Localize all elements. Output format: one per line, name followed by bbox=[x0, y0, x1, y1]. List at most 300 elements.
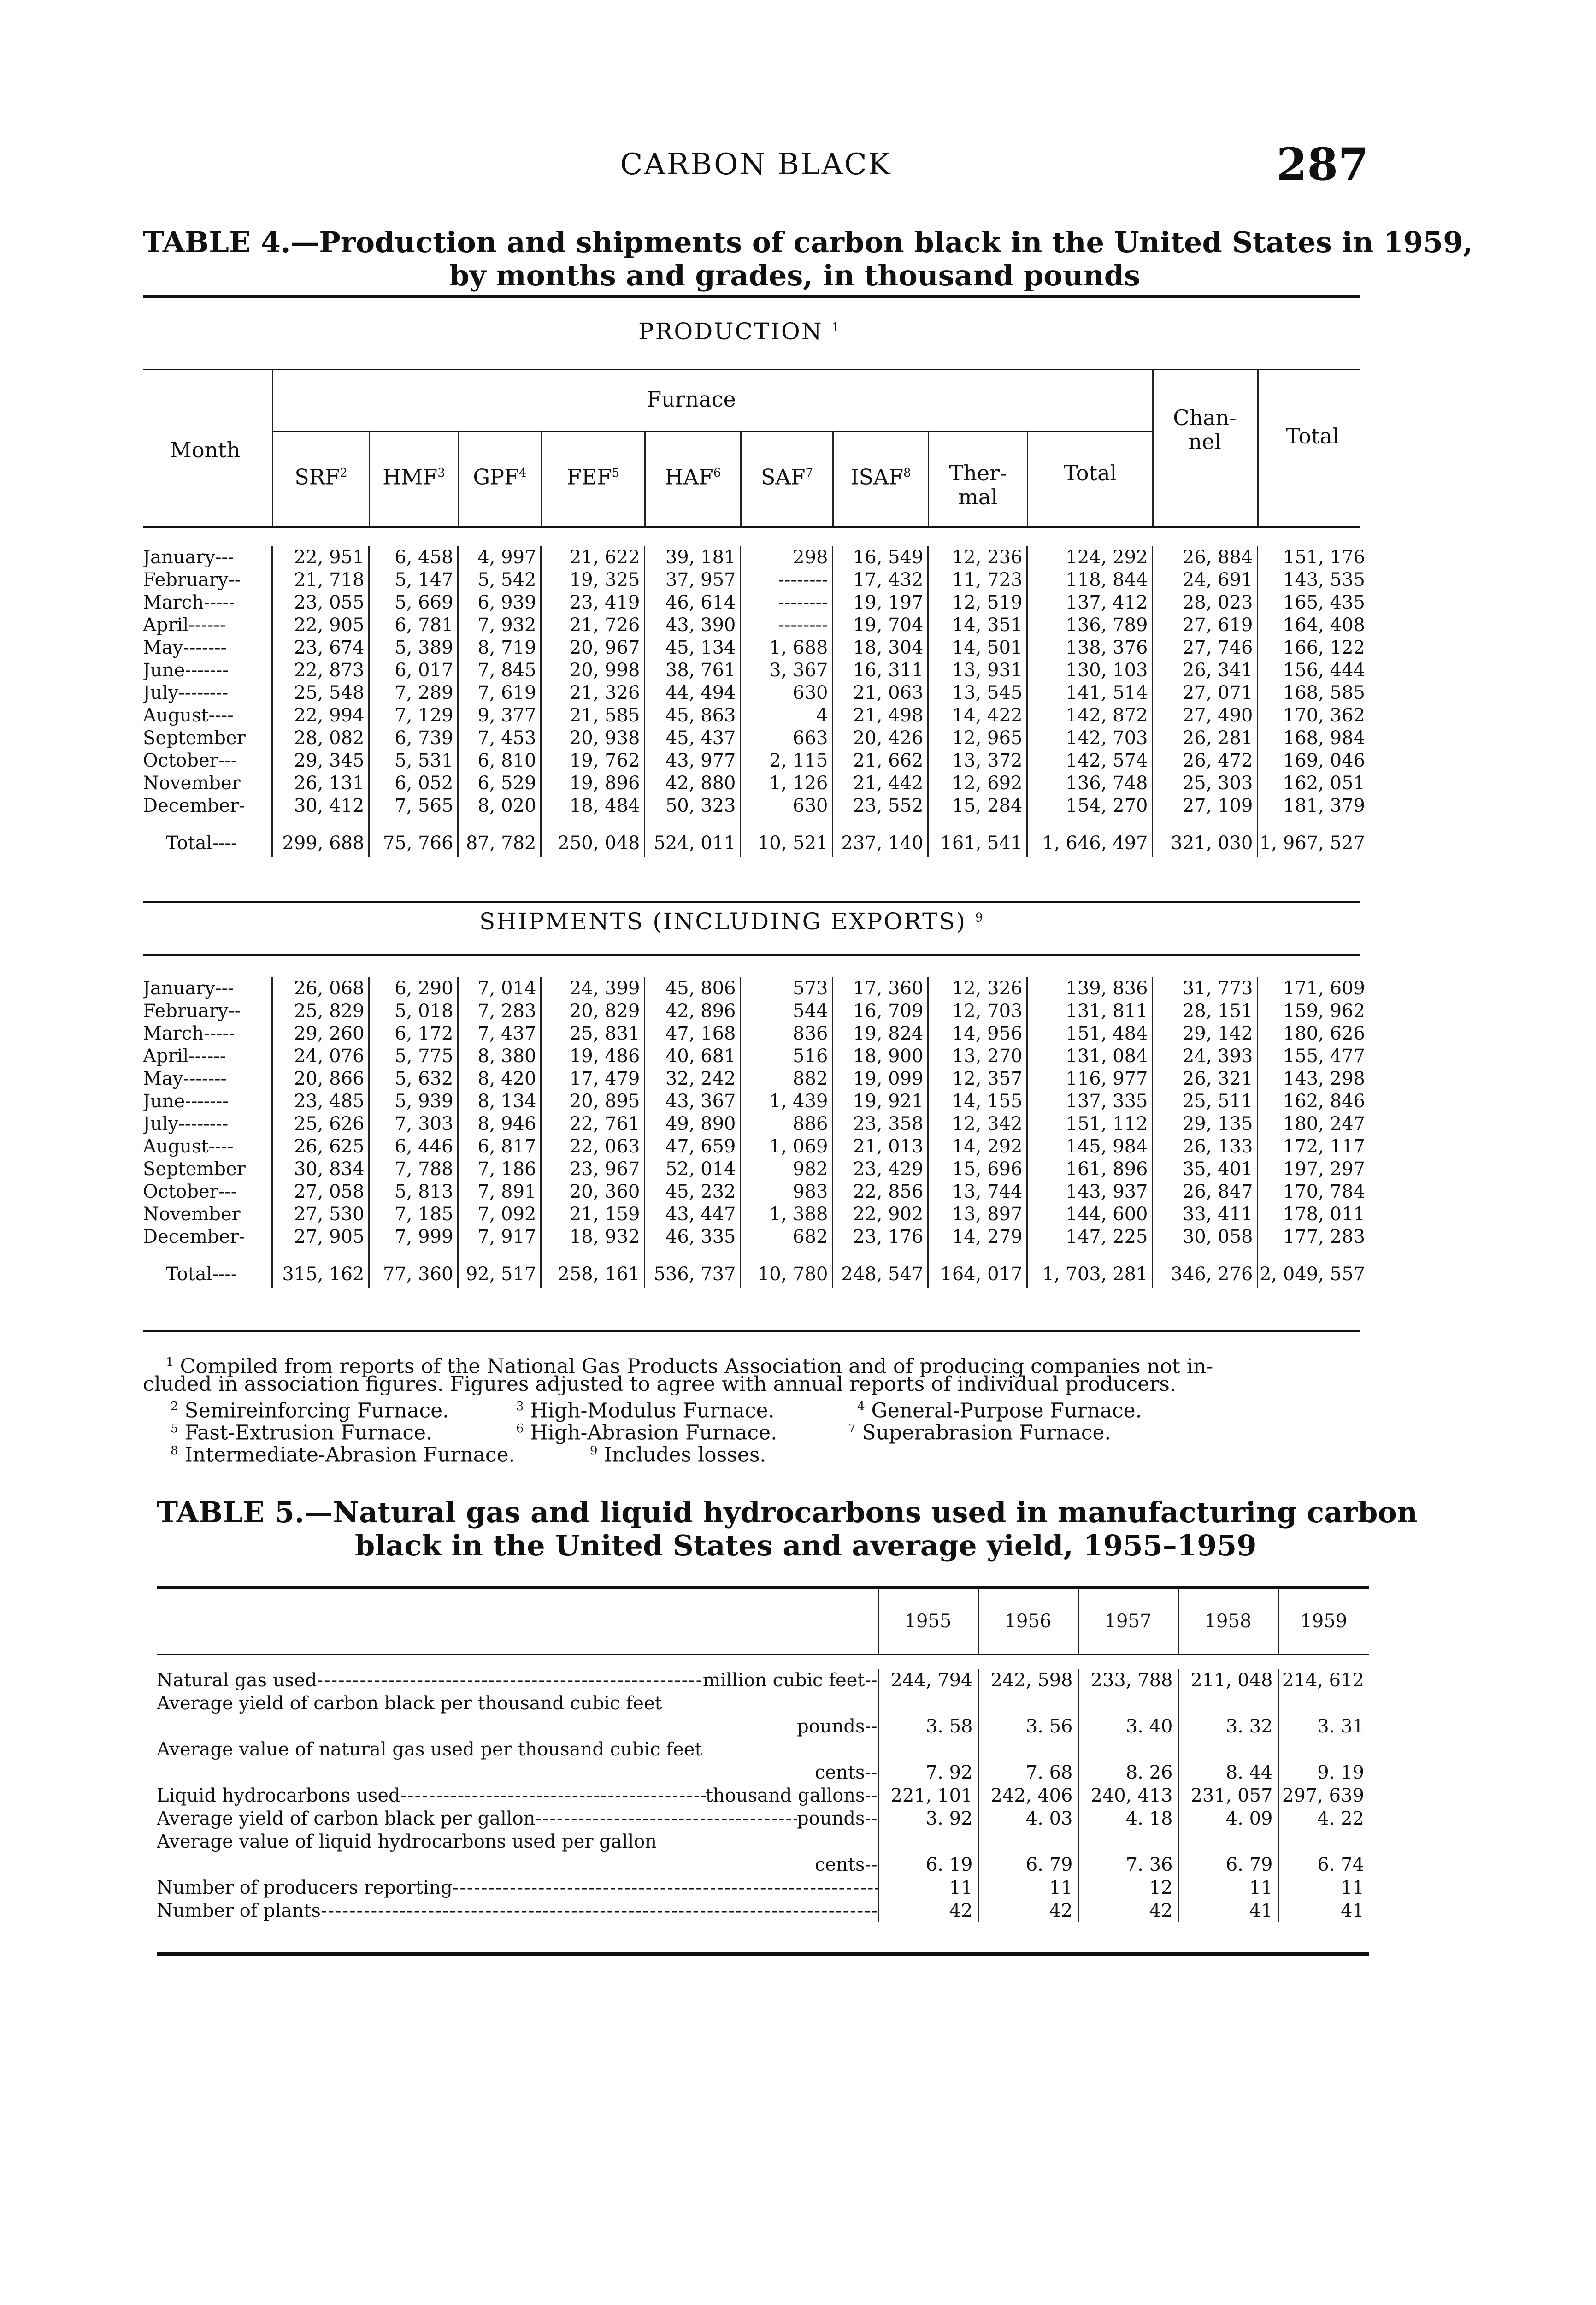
cell: 663 bbox=[740, 727, 832, 750]
cell: 26, 625 bbox=[272, 1135, 369, 1158]
cell: 882 bbox=[740, 1068, 832, 1090]
cell: 39, 181 bbox=[644, 546, 740, 569]
cell: 11, 723 bbox=[928, 569, 1027, 591]
cell: 168, 585 bbox=[1257, 682, 1369, 704]
row-month: May------- bbox=[143, 637, 227, 658]
row-producers: Number of producers reporting ----- 11 11 12 11 11 bbox=[157, 1876, 1369, 1899]
cell: 118, 844 bbox=[1027, 569, 1152, 591]
table-row bbox=[143, 569, 1369, 591]
table5-caption bbox=[157, 1495, 1418, 1562]
cell: 136, 748 bbox=[1027, 772, 1152, 795]
cell: 17, 360 bbox=[832, 977, 928, 1000]
cell: 143, 298 bbox=[1257, 1068, 1369, 1090]
cell: 138, 376 bbox=[1027, 637, 1152, 659]
total-row bbox=[143, 829, 1369, 857]
cell: 7, 014 bbox=[458, 977, 541, 1000]
cell: 20, 829 bbox=[541, 1000, 644, 1022]
cell: -------- bbox=[740, 614, 832, 637]
cell: 168, 984 bbox=[1257, 727, 1369, 750]
row-month: October--- bbox=[143, 1181, 237, 1202]
cell: 178, 011 bbox=[1257, 1203, 1369, 1226]
running-head bbox=[143, 138, 1369, 189]
cell: 45, 437 bbox=[644, 727, 740, 750]
total-row bbox=[143, 1260, 1369, 1288]
row-gas-used: Natural gas used ----- million cubic feet-- 244, 794 242, 598 233, 788 211, 048 214, 612 bbox=[157, 1669, 1369, 1692]
cell: 13, 897 bbox=[928, 1203, 1027, 1226]
cell: 7, 565 bbox=[369, 795, 458, 817]
cell: 7, 092 bbox=[458, 1203, 541, 1226]
cell: 27, 619 bbox=[1152, 614, 1257, 637]
cell: 6, 052 bbox=[369, 772, 458, 795]
table-row bbox=[143, 1045, 1369, 1068]
cell: 30, 412 bbox=[272, 795, 369, 817]
cell: 14, 155 bbox=[928, 1090, 1027, 1113]
cell: -------- bbox=[740, 569, 832, 591]
cell: 27, 109 bbox=[1152, 795, 1257, 817]
row-month: February-- bbox=[143, 1000, 241, 1022]
cell: 2, 115 bbox=[740, 750, 832, 772]
cell: 26, 281 bbox=[1152, 727, 1257, 750]
year-1959: 1959 bbox=[1278, 1589, 1369, 1654]
cell: 12, 236 bbox=[928, 546, 1027, 569]
col-haf: HAF$^6$ bbox=[665, 464, 721, 490]
cell: 26, 884 bbox=[1152, 546, 1257, 569]
cell: 630 bbox=[740, 795, 832, 817]
cell: 30, 058 bbox=[1152, 1226, 1257, 1248]
row-liquid-value: cents-- 6. 19 6. 79 7. 36 6. 79 6. 74 bbox=[157, 1853, 1369, 1876]
cell: 20, 998 bbox=[541, 659, 644, 682]
cell: 30, 834 bbox=[272, 1158, 369, 1181]
cell: 50, 323 bbox=[644, 795, 740, 817]
cell: 27, 905 bbox=[272, 1226, 369, 1248]
table-row bbox=[143, 546, 1369, 569]
cell: 19, 325 bbox=[541, 569, 644, 591]
row-plants: Number of plants ----- 42 42 42 41 41 bbox=[157, 1899, 1369, 1922]
cell: 5, 669 bbox=[369, 591, 458, 614]
cell: 116, 977 bbox=[1027, 1068, 1152, 1090]
footnote-7: $^7$ Superabrasion Furnace. bbox=[848, 1421, 1111, 1445]
cell: 12, 357 bbox=[928, 1068, 1027, 1090]
cell: 13, 270 bbox=[928, 1045, 1027, 1068]
footnote-4: $^4$ General-Purpose Furnace. bbox=[857, 1399, 1142, 1423]
cell: 12, 342 bbox=[928, 1113, 1027, 1135]
cell: 23, 429 bbox=[832, 1158, 928, 1181]
cell: 6, 817 bbox=[458, 1135, 541, 1158]
cell: 45, 134 bbox=[644, 637, 740, 659]
cell: 180, 247 bbox=[1257, 1113, 1369, 1135]
cell: 13, 931 bbox=[928, 659, 1027, 682]
cell: 5, 018 bbox=[369, 1000, 458, 1022]
table4-caption-line2: by months and grades, in thousand pounds bbox=[449, 259, 1141, 292]
cell: 20, 895 bbox=[541, 1090, 644, 1113]
cell: 20, 938 bbox=[541, 727, 644, 750]
row-month: June------- bbox=[143, 1091, 229, 1112]
row-month: December- bbox=[143, 795, 245, 816]
cell: 15, 284 bbox=[928, 795, 1027, 817]
row-month: June------- bbox=[143, 660, 229, 681]
cell: 40, 681 bbox=[644, 1045, 740, 1068]
cell: 19, 704 bbox=[832, 614, 928, 637]
cell: 37, 957 bbox=[644, 569, 740, 591]
cell: 143, 937 bbox=[1027, 1181, 1152, 1203]
cell: 6, 458 bbox=[369, 546, 458, 569]
total-cell: 299, 688 bbox=[272, 829, 369, 857]
table-row bbox=[143, 659, 1369, 682]
row-month: July-------- bbox=[143, 682, 229, 703]
row-month: October--- bbox=[143, 750, 237, 771]
cell: 5, 531 bbox=[369, 750, 458, 772]
table-row bbox=[143, 772, 1369, 795]
table-row bbox=[143, 1090, 1369, 1113]
cell: 26, 847 bbox=[1152, 1181, 1257, 1203]
cell: 1, 069 bbox=[740, 1135, 832, 1158]
cell: 6, 810 bbox=[458, 750, 541, 772]
cell: -------- bbox=[740, 591, 832, 614]
cell: 682 bbox=[740, 1226, 832, 1248]
cell: 14, 279 bbox=[928, 1226, 1027, 1248]
cell: 52, 014 bbox=[644, 1158, 740, 1181]
cell: 45, 232 bbox=[644, 1181, 740, 1203]
cell: 7, 453 bbox=[458, 727, 541, 750]
cell: 23, 674 bbox=[272, 637, 369, 659]
footnote-1: $^1$ Compiled from reports of the National Gas Products Association and of producing companies not in- bbox=[166, 1354, 1213, 1378]
cell: 180, 626 bbox=[1257, 1022, 1369, 1045]
cell: 8, 946 bbox=[458, 1113, 541, 1135]
cell: 18, 304 bbox=[832, 637, 928, 659]
cell: 8, 020 bbox=[458, 795, 541, 817]
cell: 22, 856 bbox=[832, 1181, 928, 1203]
total-cell: 248, 547 bbox=[832, 1260, 928, 1288]
cell: 7, 303 bbox=[369, 1113, 458, 1135]
cell: 27, 530 bbox=[272, 1203, 369, 1226]
cell: 14, 956 bbox=[928, 1022, 1027, 1045]
cell: 136, 789 bbox=[1027, 614, 1152, 637]
cell: 5, 813 bbox=[369, 1181, 458, 1203]
footnote-9: $^9$ Includes losses. bbox=[590, 1443, 766, 1467]
cell: 9, 377 bbox=[458, 704, 541, 727]
year-1955: 1955 bbox=[878, 1589, 978, 1654]
table5-header-rule bbox=[157, 1654, 1369, 1655]
cell: 28, 023 bbox=[1152, 591, 1257, 614]
cell: 42, 880 bbox=[644, 772, 740, 795]
cell: 26, 321 bbox=[1152, 1068, 1257, 1090]
cell: 172, 117 bbox=[1257, 1135, 1369, 1158]
cell: 166, 122 bbox=[1257, 637, 1369, 659]
row-month: August---- bbox=[143, 705, 234, 726]
total-cell: 346, 276 bbox=[1152, 1260, 1257, 1288]
cell: 20, 866 bbox=[272, 1068, 369, 1090]
cell: 156, 444 bbox=[1257, 659, 1369, 682]
cell: 20, 967 bbox=[541, 637, 644, 659]
cell: 24, 399 bbox=[541, 977, 644, 1000]
cell: 23, 055 bbox=[272, 591, 369, 614]
cell: 29, 142 bbox=[1152, 1022, 1257, 1045]
cell: 23, 176 bbox=[832, 1226, 928, 1248]
cell: 151, 484 bbox=[1027, 1022, 1152, 1045]
cell: 169, 046 bbox=[1257, 750, 1369, 772]
year-1957: 1957 bbox=[1078, 1589, 1178, 1654]
cell: 8, 420 bbox=[458, 1068, 541, 1090]
cell: 1, 126 bbox=[740, 772, 832, 795]
cell: 21, 013 bbox=[832, 1135, 928, 1158]
row-liquid-value-label: Average value of liquid hydrocarbons used per gallon bbox=[157, 1830, 1369, 1853]
cell: 170, 784 bbox=[1257, 1181, 1369, 1203]
shipments-heading: SHIPMENTS (INCLUDING EXPORTS) $^9$ bbox=[479, 908, 984, 935]
cell: 21, 726 bbox=[541, 614, 644, 637]
cell: 19, 099 bbox=[832, 1068, 928, 1090]
cell: 151, 112 bbox=[1027, 1113, 1152, 1135]
cell: 43, 390 bbox=[644, 614, 740, 637]
cell: 154, 270 bbox=[1027, 795, 1152, 817]
cell: 46, 614 bbox=[644, 591, 740, 614]
cell: 21, 662 bbox=[832, 750, 928, 772]
cell: 171, 609 bbox=[1257, 977, 1369, 1000]
spacer-row bbox=[143, 1248, 1369, 1260]
row-month: July-------- bbox=[143, 1113, 229, 1135]
table-row bbox=[143, 637, 1369, 659]
cell: 35, 401 bbox=[1152, 1158, 1257, 1181]
cell: 23, 358 bbox=[832, 1113, 928, 1135]
cell: 21, 063 bbox=[832, 682, 928, 704]
cell: 5, 542 bbox=[458, 569, 541, 591]
row-month: December- bbox=[143, 1226, 245, 1247]
table-row bbox=[143, 682, 1369, 704]
cell: 17, 479 bbox=[541, 1068, 644, 1090]
cell: 143, 535 bbox=[1257, 569, 1369, 591]
row-gas-value-label: Average value of natural gas used per thousand cubic feet bbox=[157, 1738, 1369, 1761]
cell: 22, 951 bbox=[272, 546, 369, 569]
cell: 26, 068 bbox=[272, 977, 369, 1000]
footnote-1-cont: cluded in association figures. Figures adjusted to agree with annual reports of individual producers. bbox=[143, 1372, 1176, 1396]
cell: 7, 917 bbox=[458, 1226, 541, 1248]
row-gas-value: cents-- 7. 92 7. 68 8. 26 8. 44 9. 19 bbox=[157, 1761, 1369, 1784]
cell: 5, 389 bbox=[369, 637, 458, 659]
row-month: May------- bbox=[143, 1068, 227, 1089]
row-liquid-yield: Average yield of carbon black per gallon ----- pounds-- 3. 92 4. 03 4. 18 4. 09 4. 22 bbox=[157, 1807, 1369, 1830]
cell: 28, 082 bbox=[272, 727, 369, 750]
table5-caption-line1: TABLE 5.—Natural gas and liquid hydrocarbons used in manufacturing carbon bbox=[157, 1495, 1418, 1529]
total-cell: 10, 521 bbox=[740, 829, 832, 857]
cell: 19, 896 bbox=[541, 772, 644, 795]
cell: 8, 134 bbox=[458, 1090, 541, 1113]
total-cell: 161, 541 bbox=[928, 829, 1027, 857]
table-row bbox=[143, 1203, 1369, 1226]
cell: 12, 965 bbox=[928, 727, 1027, 750]
cell: 6, 781 bbox=[369, 614, 458, 637]
total-cell: 1, 646, 497 bbox=[1027, 829, 1152, 857]
cell: 5, 775 bbox=[369, 1045, 458, 1068]
cell: 151, 176 bbox=[1257, 546, 1369, 569]
cell: 164, 408 bbox=[1257, 614, 1369, 637]
table4-caption-line1: TABLE 4.—Production and shipments of carbon black in the United States in 1959, bbox=[143, 225, 1473, 259]
production-header-rule bbox=[143, 369, 1360, 370]
footnote-5: $^5$ Fast-Extrusion Furnace. bbox=[171, 1421, 433, 1445]
cell: 14, 501 bbox=[928, 637, 1027, 659]
cell: 983 bbox=[740, 1181, 832, 1203]
cell: 18, 932 bbox=[541, 1226, 644, 1248]
table-row bbox=[143, 977, 1369, 1000]
footnote-8: $^8$ Intermediate-Abrasion Furnace. bbox=[171, 1443, 515, 1467]
cell: 21, 585 bbox=[541, 704, 644, 727]
cell: 162, 051 bbox=[1257, 772, 1369, 795]
table-row bbox=[143, 704, 1369, 727]
table-row bbox=[143, 1135, 1369, 1158]
row-month: January--- bbox=[143, 978, 234, 999]
cell: 43, 367 bbox=[644, 1090, 740, 1113]
cell: 19, 762 bbox=[541, 750, 644, 772]
cell: 26, 133 bbox=[1152, 1135, 1257, 1158]
page-number: 287 bbox=[1276, 138, 1369, 190]
col-furnace: Furnace bbox=[647, 387, 736, 412]
cell: 573 bbox=[740, 977, 832, 1000]
cell: 12, 519 bbox=[928, 591, 1027, 614]
total-cell: 77, 360 bbox=[369, 1260, 458, 1288]
cell: 21, 159 bbox=[541, 1203, 644, 1226]
cell: 21, 718 bbox=[272, 569, 369, 591]
row-month: January--- bbox=[143, 547, 234, 568]
cell: 7, 289 bbox=[369, 682, 458, 704]
total-cell: 321, 030 bbox=[1152, 829, 1257, 857]
col-srf: SRF$^2$ bbox=[294, 464, 347, 490]
col-gpf: GPF$^4$ bbox=[473, 464, 527, 490]
cell: 170, 362 bbox=[1257, 704, 1369, 727]
cell: 23, 967 bbox=[541, 1158, 644, 1181]
col-furnace-total: Total bbox=[1063, 461, 1117, 485]
cell: 7, 283 bbox=[458, 1000, 541, 1022]
cell: 124, 292 bbox=[1027, 546, 1152, 569]
cell: 155, 477 bbox=[1257, 1045, 1369, 1068]
cell: 25, 548 bbox=[272, 682, 369, 704]
cell: 137, 412 bbox=[1027, 591, 1152, 614]
cell: 14, 422 bbox=[928, 704, 1027, 727]
total-cell: 164, 017 bbox=[928, 1260, 1027, 1288]
cell: 31, 773 bbox=[1152, 977, 1257, 1000]
cell: 298 bbox=[740, 546, 832, 569]
cell: 25, 829 bbox=[272, 1000, 369, 1022]
cell: 49, 890 bbox=[644, 1113, 740, 1135]
row-month: March----- bbox=[143, 1023, 235, 1044]
cell: 137, 335 bbox=[1027, 1090, 1152, 1113]
row-gas-yield: pounds-- 3. 58 3. 56 3. 40 3. 32 3. 31 bbox=[157, 1715, 1369, 1738]
cell: 24, 393 bbox=[1152, 1045, 1257, 1068]
footnote-3: $^3$ High-Modulus Furnace. bbox=[516, 1399, 775, 1423]
cell: 21, 498 bbox=[832, 704, 928, 727]
production-heading: PRODUCTION $^1$ bbox=[638, 318, 841, 345]
cell: 19, 486 bbox=[541, 1045, 644, 1068]
cell: 7, 845 bbox=[458, 659, 541, 682]
cell: 19, 824 bbox=[832, 1022, 928, 1045]
col-hmf: HMF$^3$ bbox=[383, 464, 445, 490]
cell: 144, 600 bbox=[1027, 1203, 1152, 1226]
cell: 165, 435 bbox=[1257, 591, 1369, 614]
cell: 6, 172 bbox=[369, 1022, 458, 1045]
total-cell: 1, 703, 281 bbox=[1027, 1260, 1152, 1288]
cell: 21, 442 bbox=[832, 772, 928, 795]
cell: 161, 896 bbox=[1027, 1158, 1152, 1181]
cell: 7, 891 bbox=[458, 1181, 541, 1203]
cell: 13, 372 bbox=[928, 750, 1027, 772]
cell: 8, 719 bbox=[458, 637, 541, 659]
production-table bbox=[143, 546, 1369, 857]
row-month: November bbox=[143, 1204, 241, 1225]
cell: 16, 311 bbox=[832, 659, 928, 682]
row-month: April------ bbox=[143, 1046, 226, 1067]
table-row bbox=[143, 591, 1369, 614]
table-row bbox=[143, 614, 1369, 637]
col-fef: FEF$^5$ bbox=[567, 464, 619, 490]
total-cell: 536, 737 bbox=[644, 1260, 740, 1288]
cell: 6, 446 bbox=[369, 1135, 458, 1158]
cell: 7, 999 bbox=[369, 1226, 458, 1248]
cell: 7, 185 bbox=[369, 1203, 458, 1226]
cell: 7, 619 bbox=[458, 682, 541, 704]
cell: 1, 688 bbox=[740, 637, 832, 659]
cell: 17, 432 bbox=[832, 569, 928, 591]
cell: 886 bbox=[740, 1113, 832, 1135]
cell: 142, 574 bbox=[1027, 750, 1152, 772]
cell: 47, 168 bbox=[644, 1022, 740, 1045]
table5-top-rule bbox=[157, 1586, 1369, 1589]
cell: 14, 292 bbox=[928, 1135, 1027, 1158]
cell: 22, 063 bbox=[541, 1135, 644, 1158]
row-month: September bbox=[143, 727, 246, 749]
cell: 1, 439 bbox=[740, 1090, 832, 1113]
cell: 15, 696 bbox=[928, 1158, 1027, 1181]
cell: 544 bbox=[740, 1000, 832, 1022]
cell: 6, 739 bbox=[369, 727, 458, 750]
cell: 7, 788 bbox=[369, 1158, 458, 1181]
cell: 147, 225 bbox=[1027, 1226, 1152, 1248]
cell: 5, 147 bbox=[369, 569, 458, 591]
cell: 177, 283 bbox=[1257, 1226, 1369, 1248]
cell: 19, 197 bbox=[832, 591, 928, 614]
cell: 29, 260 bbox=[272, 1022, 369, 1045]
table5-caption-line2: black in the United States and average yield, 1955–1959 bbox=[355, 1529, 1257, 1562]
table-row bbox=[143, 750, 1369, 772]
table4-top-rule bbox=[143, 295, 1360, 298]
total-cell: 237, 140 bbox=[832, 829, 928, 857]
cell: 22, 761 bbox=[541, 1113, 644, 1135]
cell: 4, 997 bbox=[458, 546, 541, 569]
cell: 29, 345 bbox=[272, 750, 369, 772]
cell: 8, 380 bbox=[458, 1045, 541, 1068]
table4-bottom-rule bbox=[143, 1330, 1360, 1332]
shipments-top-rule bbox=[143, 901, 1360, 903]
cell: 1, 388 bbox=[740, 1203, 832, 1226]
col-thermal: Ther- mal bbox=[949, 461, 1007, 509]
total-label: Total---- bbox=[166, 1264, 237, 1285]
cell: 6, 529 bbox=[458, 772, 541, 795]
table-row bbox=[143, 1113, 1369, 1135]
cell: 27, 058 bbox=[272, 1181, 369, 1203]
cell: 131, 084 bbox=[1027, 1045, 1152, 1068]
cell: 6, 017 bbox=[369, 659, 458, 682]
cell: 4 bbox=[740, 704, 832, 727]
cell: 142, 703 bbox=[1027, 727, 1152, 750]
cell: 159, 962 bbox=[1257, 1000, 1369, 1022]
cell: 44, 494 bbox=[644, 682, 740, 704]
cell: 131, 811 bbox=[1027, 1000, 1152, 1022]
cell: 130, 103 bbox=[1027, 659, 1152, 682]
shipments-table bbox=[143, 977, 1369, 1288]
table5-bottom-rule bbox=[157, 1952, 1369, 1956]
cell: 47, 659 bbox=[644, 1135, 740, 1158]
row-month: March----- bbox=[143, 592, 235, 613]
cell: 22, 905 bbox=[272, 614, 369, 637]
cell: 13, 744 bbox=[928, 1181, 1027, 1203]
cell: 630 bbox=[740, 682, 832, 704]
cell: 5, 939 bbox=[369, 1090, 458, 1113]
